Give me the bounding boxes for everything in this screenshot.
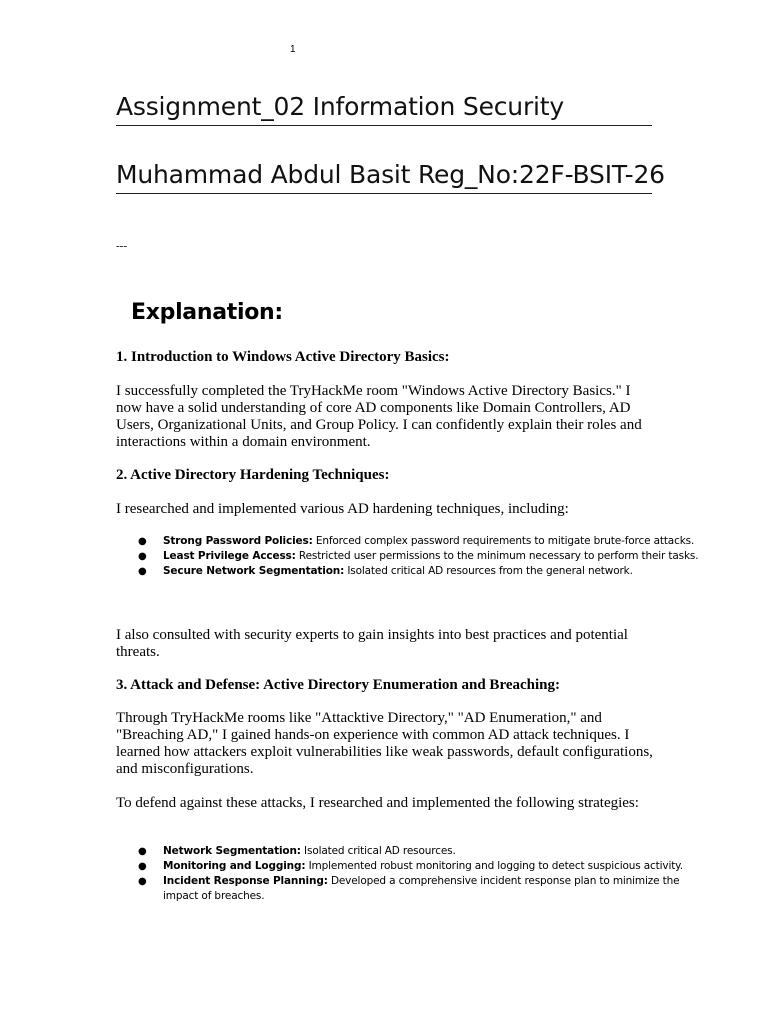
bullet-text: Implemented robust monitoring and logging to detect suspicious activity. bbox=[305, 860, 683, 872]
bullet-label: Incident Response Planning: bbox=[163, 875, 328, 887]
bullet-text: Isolated critical AD resources from the general network. bbox=[344, 565, 633, 577]
section3-heading: 3. Attack and Defense: Active Directory Enumeration and Breaching: bbox=[116, 677, 560, 693]
section3-body: Through TryHackMe rooms like "Attacktive Directory," "AD Enumeration," and "Breaching AD," I gained hands-on experience with common AD attack techniques. I learned how attackers exploit vulnerabilities like weak passwords, default configurations, and misconfigurations. bbox=[116, 710, 653, 777]
list-item bbox=[138, 564, 703, 579]
bullet-text: Developed a comprehensive incident response plan to minimize the impact of breaches. bbox=[163, 875, 680, 902]
bullet-text: Isolated critical AD resources. bbox=[300, 845, 456, 857]
list-item bbox=[138, 844, 703, 859]
bullet-icon: ● bbox=[138, 551, 147, 562]
bullet-label: Network Segmentation: bbox=[163, 845, 301, 857]
section1-body: I successfully completed the TryHackMe room "Windows Active Directory Basics." I now have a solid understanding of core AD components like Domain Controllers, AD Users, Organizational Units, and Group Policy. I can confidently explain their roles and interactions within a domain environment. bbox=[116, 383, 642, 450]
section2-intro: I researched and implemented various AD hardening techniques, including: bbox=[116, 501, 569, 517]
bullet-icon: ● bbox=[138, 566, 147, 577]
author-line: Muhammad Abdul Basit Reg_No:22F-BSIT-26 bbox=[116, 159, 652, 194]
section3-bullet-list bbox=[116, 844, 703, 904]
section1-heading: 1. Introduction to Windows Active Directory Basics: bbox=[116, 349, 450, 365]
section3-intro: To defend against these attacks, I researched and implemented the following strategies: bbox=[116, 795, 639, 811]
bullet-icon: ● bbox=[138, 861, 147, 872]
explanation-heading: Explanation: bbox=[131, 300, 283, 325]
bullet-text: Enforced complex password requirements to mitigate brute-force attacks. bbox=[312, 535, 695, 547]
separator-text: --- bbox=[116, 240, 127, 252]
bullet-label: Least Privilege Access: bbox=[163, 550, 296, 562]
document-title: Assignment_02 Information Security bbox=[116, 91, 652, 126]
bullet-icon: ● bbox=[138, 536, 147, 547]
bullet-icon: ● bbox=[138, 846, 147, 857]
section2-heading: 2. Active Directory Hardening Techniques: bbox=[116, 467, 390, 483]
page-number: 1 bbox=[290, 44, 296, 55]
list-item bbox=[138, 534, 703, 549]
bullet-label: Strong Password Policies: bbox=[163, 535, 313, 547]
list-item bbox=[138, 874, 703, 904]
bullet-text: Restricted user permissions to the minimum necessary to perform their tasks. bbox=[295, 550, 699, 562]
list-item bbox=[138, 859, 703, 874]
bullet-icon: ● bbox=[138, 876, 147, 887]
bullet-label: Monitoring and Logging: bbox=[163, 860, 306, 872]
section2-outro: I also consulted with security experts to gain insights into best practices and potential threats. bbox=[116, 627, 628, 660]
section2-bullet-list bbox=[116, 534, 703, 579]
list-item bbox=[138, 549, 703, 564]
bullet-label: Secure Network Segmentation: bbox=[163, 565, 345, 577]
